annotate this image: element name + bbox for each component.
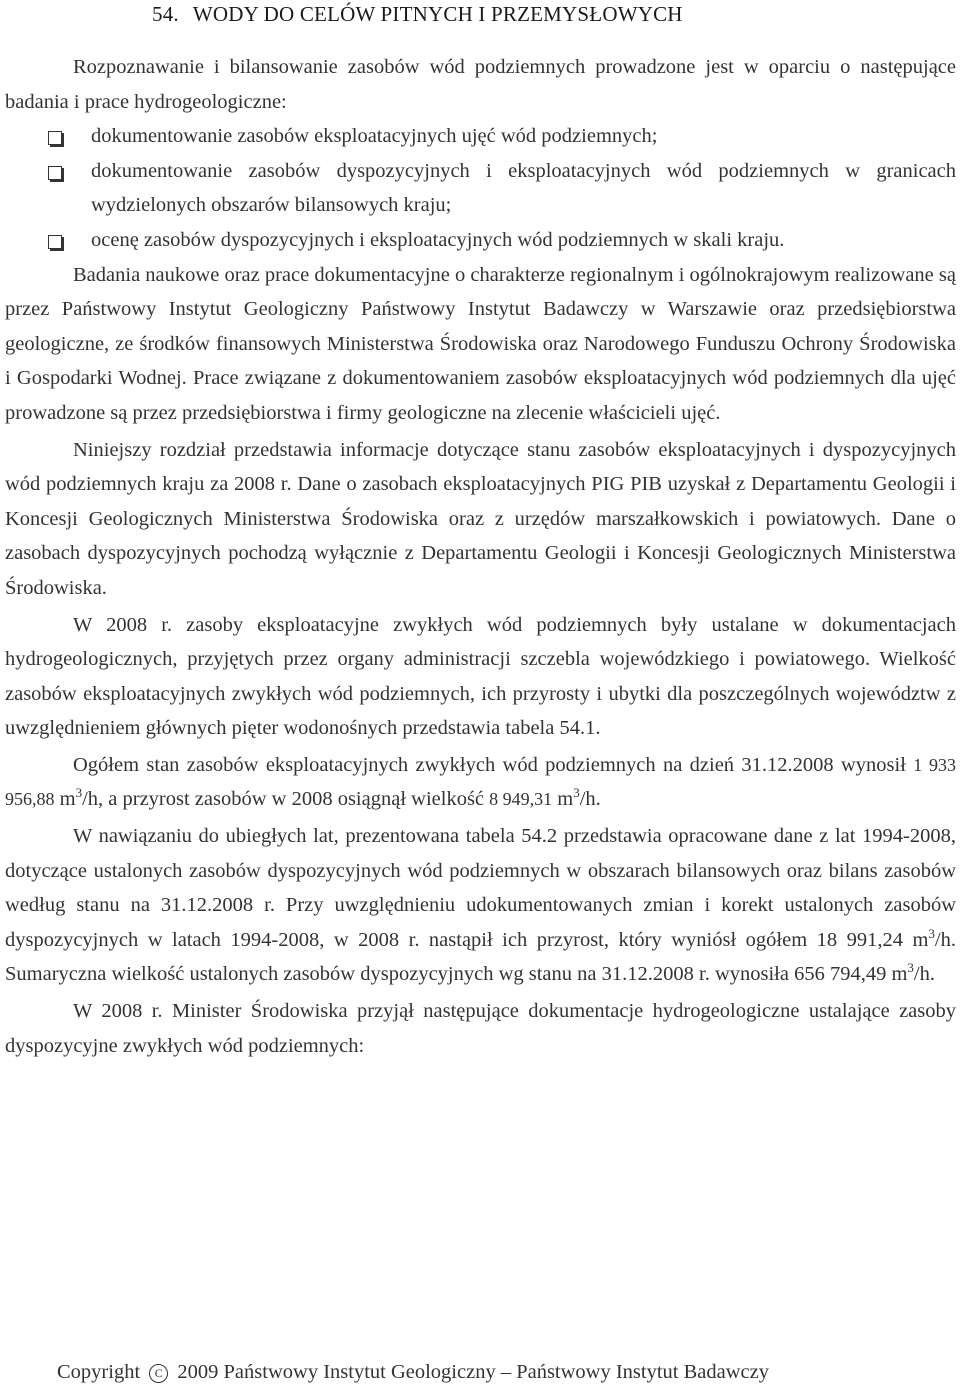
- chapter-heading: [152, 2, 683, 27]
- body-text: [5, 50, 956, 1063]
- intro-paragraph: Rozpoznawanie i bilansowanie zasobów wód podziemnych prowadzone jest w oparciu o następujące badania i prace hydrogeologiczne:: [5, 56, 956, 113]
- paragraph-chapter-scope: Niniejszy rozdział przedstawia informacje dotyczące stanu zasobów eksploatacyjnych i dyspozycyjnych wód podziemnych kraju za 2008 r. Dane o zasobach eksploatacyjnych PIG PIB uzyskał z Departamentu Geologii i Koncesji Geologicznych Ministerstwa Środowiska oraz z urzędów marszałkowskich i powiatowych. Dane o zasobach dyspozycyjnych pochodzą wyłącznie z Departamentu Geologii i Koncesji Geologicznych Ministerstwa Środowiska.: [5, 438, 956, 599]
- paragraph-2008-resources: W 2008 r. zasoby eksploatacyjne zwykłych wód podziemnych były ustalane w dokumentacjach hydrogeologicznych, przyjętych przez organy administracji szczebla wojewódzkiego i powiatowego. Wielkość zasobów eksploatacyjnych zwykłych wód podziemnych, ich przyrosty i ubytki dla poszczególnych województw z uwzględnieniem głównych pięter wodonośnych przedstawia tabela 54.1.: [5, 613, 956, 740]
- checkbox-bullet-icon: [48, 235, 62, 249]
- copyright-label: Copyright: [57, 1361, 141, 1383]
- checkbox-list: [5, 119, 956, 257]
- chapter-title: WODY DO CELÓW PITNYCH I PRZEMYSŁOWYCH: [192, 2, 683, 26]
- page-footer: [57, 1361, 769, 1384]
- total-resources-value: 1 933 956,88: [5, 754, 957, 810]
- checkbox-bullet-icon: [48, 131, 62, 145]
- chapter-number: 54.: [152, 2, 179, 26]
- list-item: dokumentowanie zasobów eksploatacyjnych ujęć wód podziemnych;: [5, 119, 956, 154]
- growth-value: 8 949,31: [489, 789, 553, 810]
- paragraph-total-state: Ogółem stan zasobów eksploatacyjnych zwykłych wód podziemnych na dzień 31.12.2008 wynosił 1 933 956,88 $m^3/h$, a przyrost zasobów w 2008 osiągnął wielkość 8 949,31 $m^3/h$.: [5, 753, 957, 811]
- copyright-text: 2009 Państwowy Instytut Geologiczny – Państwowy Instytut Badawczy: [177, 1361, 769, 1383]
- checkbox-bullet-icon: [48, 166, 62, 180]
- paragraph-table-54-2: W nawiązaniu do ubiegłych lat, prezentowana tabela 54.2 przedstawia opracowane dane z lat 1994-2008, dotyczące ustalonych zasobów dyspozycyjnych wód podziemnych w obszarach bilansowych oraz bilans zasobów według stanu na 31.12.2008 r. Przy uwzględnieniu udokumentowanych zmian i korekt ustalonych zasobów dyspozycyjnych w latach 1994-2008, w 2008 r. nastąpił ich przyrost, który wyniósł ogółem 18 991,24 $m^3/h$. Sumaryczna wielkość ustalonych zasobów dyspozycyjnych wg stanu na 31.12.2008 r. wynosiła 656 794,49 $m^3/h$.: [5, 825, 956, 986]
- copyright-icon: C: [149, 1364, 168, 1383]
- paragraph-minister-documents: W 2008 r. Minister Środowiska przyjął następujące dokumentacje hydrogeologiczne ustalające zasoby dyspozycyjne zwykłych wód podziemnych:: [5, 1000, 956, 1057]
- paragraph-research: Badania naukowe oraz prace dokumentacyjne o charakterze regionalnym i ogólnokrajowym realizowane są przez Państwowy Instytut Geologiczny Państwowy Instytut Badawczy w Warszawie oraz przedsiębiorstwa geologiczne, ze środków finansowych Ministerstwa Środowiska oraz Narodowego Funduszu Ochrony Środowiska i Gospodarki Wodnej. Prace związane z dokumentowaniem zasobów eksploatacyjnych wód podziemnych dla ujęć prowadzone są przez przedsiębiorstwa i firmy geologiczne na zlecenie właścicieli ujęć.: [5, 263, 956, 424]
- list-item: dokumentowanie zasobów dyspozycyjnych i eksploatacyjnych wód podziemnych w granicach wydzielonych obszarów bilansowych kraju;: [5, 154, 956, 223]
- list-item: ocenę zasobów dyspozycyjnych i eksploatacyjnych wód podziemnych w skali kraju.: [5, 223, 956, 258]
